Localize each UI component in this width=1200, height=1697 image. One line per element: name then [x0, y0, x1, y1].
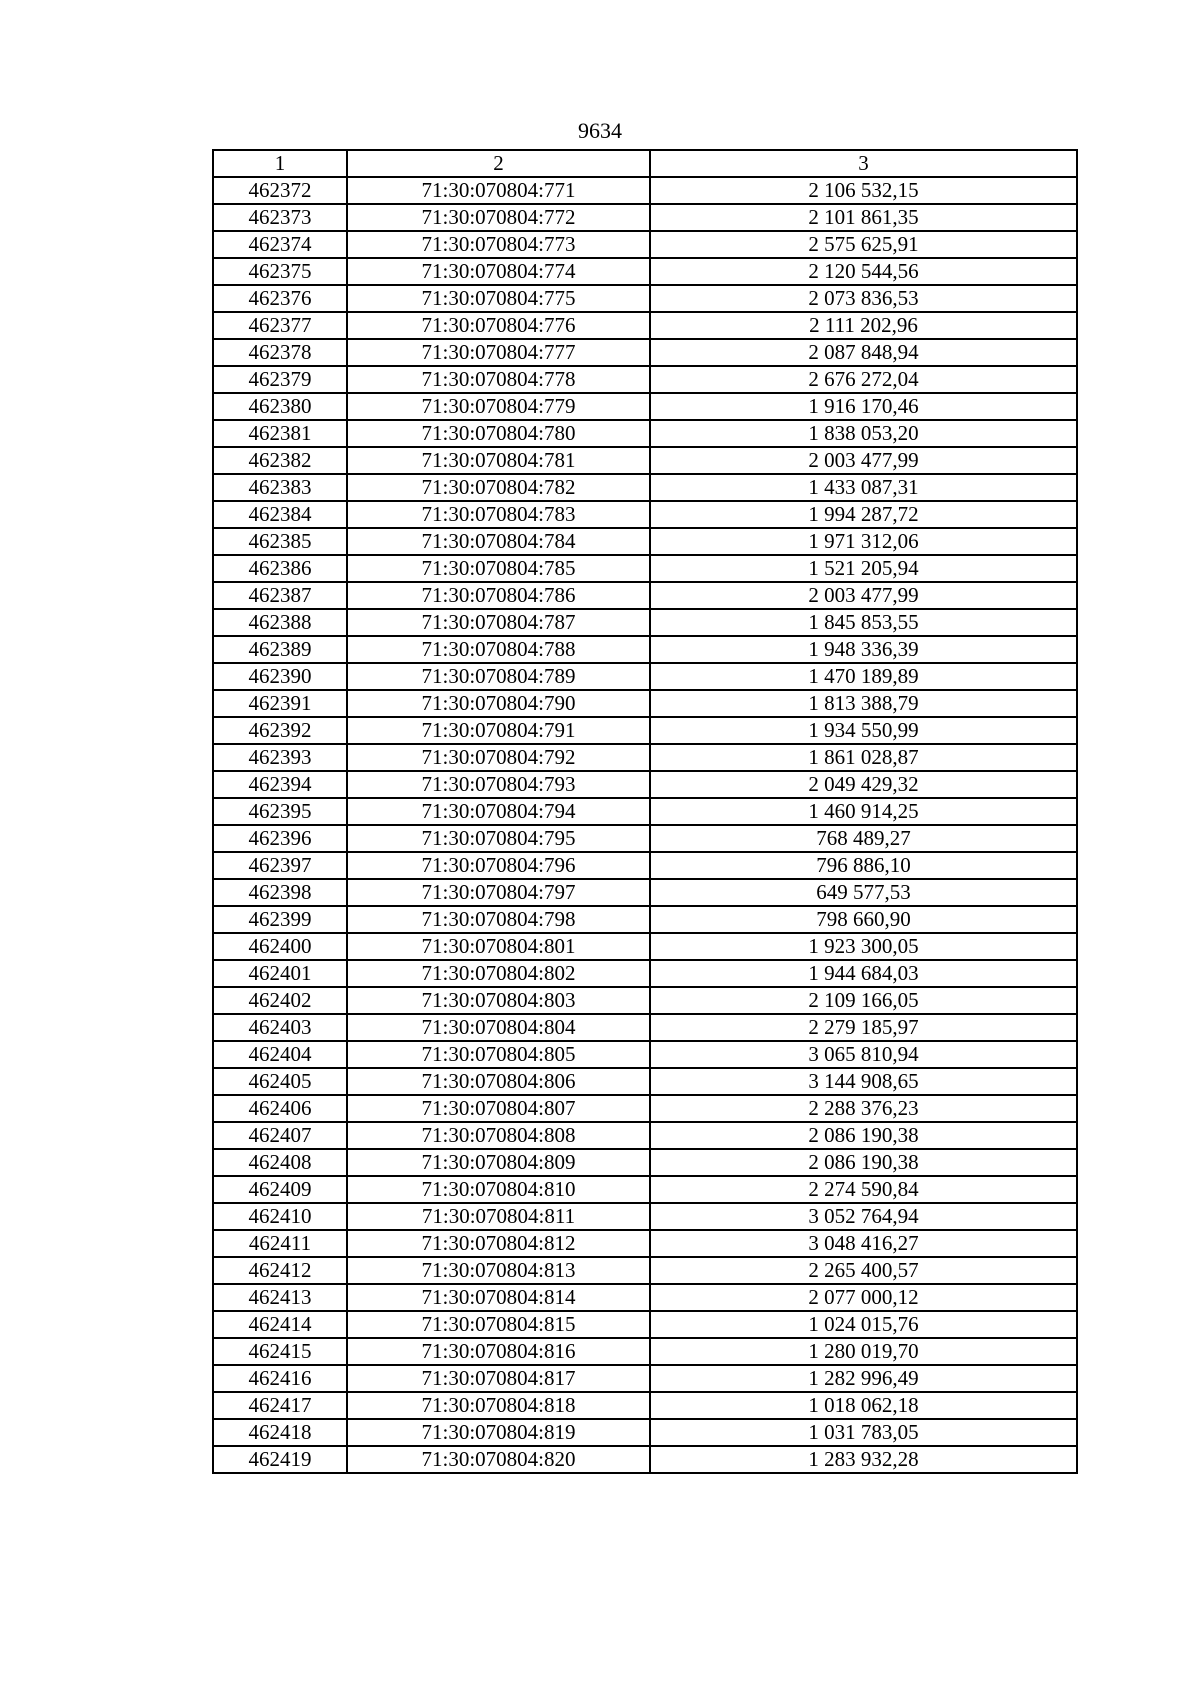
table-row: [213, 609, 1077, 636]
table-body: [213, 177, 1077, 1473]
table-row: [213, 204, 1077, 231]
table-row: [213, 906, 1077, 933]
header-cell-2: 2: [347, 150, 650, 177]
cadastral-number-cell: 71:30:070804:773: [347, 231, 650, 258]
row-number-cell: 462415: [213, 1338, 347, 1365]
table-row: [213, 1176, 1077, 1203]
table-header: [213, 150, 1077, 177]
table-row: [213, 1014, 1077, 1041]
row-number-cell: 462405: [213, 1068, 347, 1095]
value-cell: 2 106 532,15: [650, 177, 1077, 204]
row-number-cell: 462379: [213, 366, 347, 393]
table-row: [213, 1068, 1077, 1095]
value-cell: 1 838 053,20: [650, 420, 1077, 447]
cadastral-number-cell: 71:30:070804:801: [347, 933, 650, 960]
table-row: [213, 339, 1077, 366]
table-row: [213, 393, 1077, 420]
row-number-cell: 462413: [213, 1284, 347, 1311]
cadastral-number-cell: 71:30:070804:793: [347, 771, 650, 798]
row-number-cell: 462409: [213, 1176, 347, 1203]
cadastral-number-cell: 71:30:070804:820: [347, 1446, 650, 1473]
cadastral-number-cell: 71:30:070804:780: [347, 420, 650, 447]
value-cell: 1 916 170,46: [650, 393, 1077, 420]
table-row: [213, 528, 1077, 555]
value-cell: 1 994 287,72: [650, 501, 1077, 528]
value-cell: 2 274 590,84: [650, 1176, 1077, 1203]
table-row: [213, 1041, 1077, 1068]
cadastral-number-cell: 71:30:070804:808: [347, 1122, 650, 1149]
value-cell: 1 521 205,94: [650, 555, 1077, 582]
table-row: [213, 771, 1077, 798]
table-row: [213, 1419, 1077, 1446]
cadastral-number-cell: 71:30:070804:796: [347, 852, 650, 879]
row-number-cell: 462374: [213, 231, 347, 258]
cadastral-number-cell: 71:30:070804:805: [347, 1041, 650, 1068]
cadastral-number-cell: 71:30:070804:794: [347, 798, 650, 825]
table-row: [213, 312, 1077, 339]
table-row: [213, 177, 1077, 204]
table-row: [213, 1365, 1077, 1392]
cadastral-number-cell: 71:30:070804:815: [347, 1311, 650, 1338]
row-number-cell: 462418: [213, 1419, 347, 1446]
cadastral-number-cell: 71:30:070804:783: [347, 501, 650, 528]
row-number-cell: 462402: [213, 987, 347, 1014]
row-number-cell: 462391: [213, 690, 347, 717]
value-cell: 649 577,53: [650, 879, 1077, 906]
table-row: [213, 231, 1077, 258]
value-cell: 2 086 190,38: [650, 1122, 1077, 1149]
cadastral-number-cell: 71:30:070804:804: [347, 1014, 650, 1041]
value-cell: 1 433 087,31: [650, 474, 1077, 501]
value-cell: 1 971 312,06: [650, 528, 1077, 555]
cadastral-number-cell: 71:30:070804:787: [347, 609, 650, 636]
table-row: [213, 555, 1077, 582]
cadastral-number-cell: 71:30:070804:803: [347, 987, 650, 1014]
cadastral-number-cell: 71:30:070804:778: [347, 366, 650, 393]
table-row: [213, 798, 1077, 825]
row-number-cell: 462410: [213, 1203, 347, 1230]
row-number-cell: 462372: [213, 177, 347, 204]
table-row: [213, 987, 1077, 1014]
table-row: [213, 1203, 1077, 1230]
cadastral-number-cell: 71:30:070804:812: [347, 1230, 650, 1257]
cadastral-number-cell: 71:30:070804:777: [347, 339, 650, 366]
cadastral-number-cell: 71:30:070804:771: [347, 177, 650, 204]
cadastral-number-cell: 71:30:070804:809: [347, 1149, 650, 1176]
table-row: [213, 879, 1077, 906]
cadastral-number-cell: 71:30:070804:779: [347, 393, 650, 420]
value-cell: 1 018 062,18: [650, 1392, 1077, 1419]
cadastral-number-cell: 71:30:070804:795: [347, 825, 650, 852]
row-number-cell: 462406: [213, 1095, 347, 1122]
table-row: [213, 825, 1077, 852]
cadastral-number-cell: 71:30:070804:775: [347, 285, 650, 312]
table-row: [213, 1392, 1077, 1419]
table-row: [213, 1257, 1077, 1284]
value-cell: 3 048 416,27: [650, 1230, 1077, 1257]
row-number-cell: 462401: [213, 960, 347, 987]
row-number-cell: 462408: [213, 1149, 347, 1176]
value-cell: 2 003 477,99: [650, 582, 1077, 609]
cadastral-number-cell: 71:30:070804:811: [347, 1203, 650, 1230]
cadastral-number-cell: 71:30:070804:772: [347, 204, 650, 231]
value-cell: 1 283 932,28: [650, 1446, 1077, 1473]
row-number-cell: 462393: [213, 744, 347, 771]
row-number-cell: 462378: [213, 339, 347, 366]
row-number-cell: 462416: [213, 1365, 347, 1392]
value-cell: 3 065 810,94: [650, 1041, 1077, 1068]
cadastral-number-cell: 71:30:070804:797: [347, 879, 650, 906]
value-cell: 2 003 477,99: [650, 447, 1077, 474]
row-number-cell: 462384: [213, 501, 347, 528]
row-number-cell: 462377: [213, 312, 347, 339]
value-cell: 2 265 400,57: [650, 1257, 1077, 1284]
value-cell: 2 120 544,56: [650, 258, 1077, 285]
value-cell: 1 845 853,55: [650, 609, 1077, 636]
table-row: [213, 366, 1077, 393]
value-cell: 1 813 388,79: [650, 690, 1077, 717]
row-number-cell: 462382: [213, 447, 347, 474]
value-cell: 1 031 783,05: [650, 1419, 1077, 1446]
row-number-cell: 462383: [213, 474, 347, 501]
cadastral-number-cell: 71:30:070804:806: [347, 1068, 650, 1095]
value-cell: 1 460 914,25: [650, 798, 1077, 825]
row-number-cell: 462399: [213, 906, 347, 933]
table-row: [213, 1284, 1077, 1311]
cadastral-number-cell: 71:30:070804:798: [347, 906, 650, 933]
table-row: [213, 1446, 1077, 1473]
row-number-cell: 462373: [213, 204, 347, 231]
row-number-cell: 462386: [213, 555, 347, 582]
table-row: [213, 1122, 1077, 1149]
row-number-cell: 462380: [213, 393, 347, 420]
table-row: [213, 1095, 1077, 1122]
cadastral-number-cell: 71:30:070804:810: [347, 1176, 650, 1203]
row-number-cell: 462394: [213, 771, 347, 798]
value-cell: 768 489,27: [650, 825, 1077, 852]
row-number-cell: 462376: [213, 285, 347, 312]
table-row: [213, 258, 1077, 285]
table-row: [213, 1311, 1077, 1338]
value-cell: 2 049 429,32: [650, 771, 1077, 798]
value-cell: 2 288 376,23: [650, 1095, 1077, 1122]
table-row: [213, 933, 1077, 960]
value-cell: 798 660,90: [650, 906, 1077, 933]
value-cell: 3 144 908,65: [650, 1068, 1077, 1095]
cadastral-number-cell: 71:30:070804:817: [347, 1365, 650, 1392]
table-row: [213, 690, 1077, 717]
table-row: [213, 636, 1077, 663]
cadastral-number-cell: 71:30:070804:807: [347, 1095, 650, 1122]
table-row: [213, 663, 1077, 690]
cadastral-number-cell: 71:30:070804:792: [347, 744, 650, 771]
cadastral-number-cell: 71:30:070804:790: [347, 690, 650, 717]
row-number-cell: 462396: [213, 825, 347, 852]
table-row: [213, 852, 1077, 879]
row-number-cell: 462407: [213, 1122, 347, 1149]
cadastral-number-cell: 71:30:070804:785: [347, 555, 650, 582]
row-number-cell: 462414: [213, 1311, 347, 1338]
cadastral-number-cell: 71:30:070804:782: [347, 474, 650, 501]
cadastral-number-cell: 71:30:070804:813: [347, 1257, 650, 1284]
value-cell: 1 024 015,76: [650, 1311, 1077, 1338]
row-number-cell: 462395: [213, 798, 347, 825]
table-row: [213, 960, 1077, 987]
table-row: [213, 1230, 1077, 1257]
cadastral-number-cell: 71:30:070804:816: [347, 1338, 650, 1365]
cadastral-number-cell: 71:30:070804:818: [347, 1392, 650, 1419]
value-cell: 1 861 028,87: [650, 744, 1077, 771]
value-cell: 1 470 189,89: [650, 663, 1077, 690]
row-number-cell: 462397: [213, 852, 347, 879]
value-cell: 1 948 336,39: [650, 636, 1077, 663]
value-cell: 2 077 000,12: [650, 1284, 1077, 1311]
row-number-cell: 462390: [213, 663, 347, 690]
value-cell: 2 086 190,38: [650, 1149, 1077, 1176]
row-number-cell: 462381: [213, 420, 347, 447]
value-cell: 2 111 202,96: [650, 312, 1077, 339]
row-number-cell: 462387: [213, 582, 347, 609]
table-row: [213, 1149, 1077, 1176]
table-row: [213, 474, 1077, 501]
page-number: 9634: [578, 118, 622, 143]
row-number-cell: 462417: [213, 1392, 347, 1419]
cadastral-number-cell: 71:30:070804:814: [347, 1284, 650, 1311]
row-number-cell: 462419: [213, 1446, 347, 1473]
table-row: [213, 744, 1077, 771]
value-cell: 2 073 836,53: [650, 285, 1077, 312]
cadastral-number-cell: 71:30:070804:789: [347, 663, 650, 690]
cadastral-number-cell: 71:30:070804:781: [347, 447, 650, 474]
value-cell: 2 279 185,97: [650, 1014, 1077, 1041]
cadastral-number-cell: 71:30:070804:776: [347, 312, 650, 339]
row-number-cell: 462412: [213, 1257, 347, 1284]
row-number-cell: 462398: [213, 879, 347, 906]
table-row: [213, 285, 1077, 312]
table-row: [213, 420, 1077, 447]
row-number-cell: 462411: [213, 1230, 347, 1257]
table-row: [213, 447, 1077, 474]
table-row: [213, 717, 1077, 744]
table-row: [213, 501, 1077, 528]
row-number-cell: 462403: [213, 1014, 347, 1041]
value-cell: 1 923 300,05: [650, 933, 1077, 960]
row-number-cell: 462404: [213, 1041, 347, 1068]
value-cell: 2 087 848,94: [650, 339, 1077, 366]
cadastral-number-cell: 71:30:070804:802: [347, 960, 650, 987]
row-number-cell: 462388: [213, 609, 347, 636]
cadastral-number-cell: 71:30:070804:786: [347, 582, 650, 609]
value-cell: 3 052 764,94: [650, 1203, 1077, 1230]
row-number-cell: 462392: [213, 717, 347, 744]
row-number-cell: 462400: [213, 933, 347, 960]
cadastral-number-cell: 71:30:070804:774: [347, 258, 650, 285]
row-number-cell: 462375: [213, 258, 347, 285]
value-cell: 2 676 272,04: [650, 366, 1077, 393]
registry-table: [212, 149, 1078, 1474]
value-cell: 2 109 166,05: [650, 987, 1077, 1014]
header-row: [213, 150, 1077, 177]
value-cell: 796 886,10: [650, 852, 1077, 879]
header-cell-1: 1: [213, 150, 347, 177]
cadastral-number-cell: 71:30:070804:819: [347, 1419, 650, 1446]
value-cell: 2 101 861,35: [650, 204, 1077, 231]
cadastral-number-cell: 71:30:070804:791: [347, 717, 650, 744]
row-number-cell: 462385: [213, 528, 347, 555]
cadastral-number-cell: 71:30:070804:788: [347, 636, 650, 663]
value-cell: 1 282 996,49: [650, 1365, 1077, 1392]
table-row: [213, 582, 1077, 609]
table-row: [213, 1338, 1077, 1365]
value-cell: 1 280 019,70: [650, 1338, 1077, 1365]
row-number-cell: 462389: [213, 636, 347, 663]
value-cell: 1 934 550,99: [650, 717, 1077, 744]
cadastral-number-cell: 71:30:070804:784: [347, 528, 650, 555]
header-cell-3: 3: [650, 150, 1077, 177]
value-cell: 1 944 684,03: [650, 960, 1077, 987]
value-cell: 2 575 625,91: [650, 231, 1077, 258]
